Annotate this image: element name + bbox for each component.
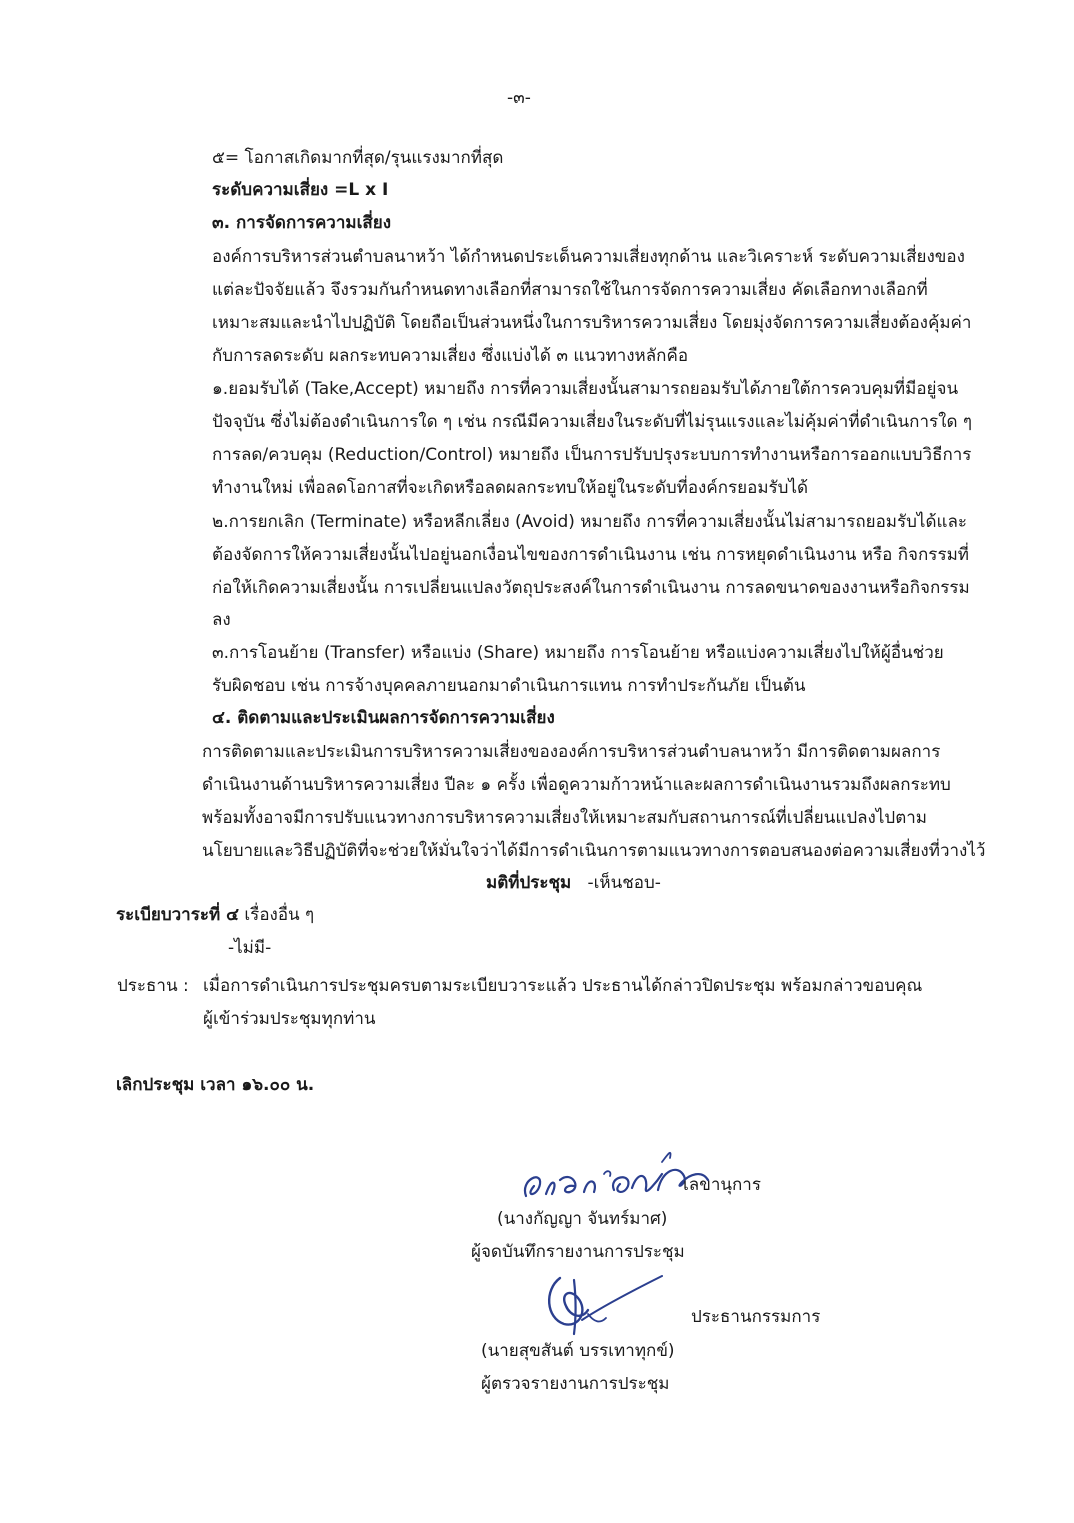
- section3-line: ปัจจุบัน ซึ่งไม่ต้องดำเนินการใด ๆ เช่น กรณีมีความเสี่ยงในระดับที่ไม่รุนแรงและไม่คุ้มค่าที่ดำเนินการใด ๆ: [212, 412, 973, 432]
- chairman-committee-role: ประธานกรรมการ: [691, 1307, 821, 1327]
- section3-line: ต้องจัดการให้ความเสี่ยงนั้นไปอยู่นอกเงื่อนไขของการดำเนินงาน เช่น การหยุดดำเนินงาน หรือ กิจกรรมที่: [212, 545, 969, 565]
- closing-time: เลิกประชุม เวลา ๑๖.๐๐ น.: [116, 1075, 315, 1095]
- section4-line: นโยบายและวิธีปฏิบัติที่จะช่วยให้มั่นใจว่าได้มีการดำเนินการตามแนวทางการตอบสนองต่อความเสี่ยงที่วางไว้: [202, 841, 986, 861]
- section3-line: กับการลดระดับ ผลกระทบความเสี่ยง ซึ่งแบ่งได้ ๓ แนวทางหลักคือ: [212, 346, 689, 366]
- agenda4-title-rest: เรื่องอื่น ๆ: [238, 905, 315, 925]
- section3-line: องค์การบริหารส่วนตำบลนาหว้า ได้กำหนดประเด็นความเสี่ยงทุกด้าน และวิเคราะห์ ระดับความเสี่ยงของ: [212, 247, 965, 267]
- secretary-position: ผู้จดบันทึกรายงานการประชุม: [471, 1242, 685, 1262]
- section3-line: ๒.การยกเลิก (Terminate) หรือหลีกเลี่ยง (Avoid) หมายถึง การที่ความเสี่ยงนั้นไม่สามารถยอมรับได้และ: [212, 512, 968, 532]
- chairman-committee-name: (นายสุขสันต์ บรรเทาทุกข์): [481, 1341, 675, 1361]
- section4-line: พร้อมทั้งอาจมีการปรับแนวทางการบริหารความเสี่ยงให้เหมาะสมกับสถานการณ์ที่เปลี่ยนแปลงไปตาม: [202, 808, 927, 828]
- section3-line: แต่ละปัจจัยแล้ว จึงรวมกันกำหนดทางเลือกที่สามารถใช้ในการจัดการความเสี่ยง คัดเลือกทางเลือกที่: [212, 280, 928, 300]
- section3-line: ทำงานใหม่ เพื่อลดโอกาสที่จะเกิดหรือลดผลกระทบให้อยู่ในระดับที่องค์กรยอมรับได้: [212, 478, 809, 498]
- chairman-line: ผู้เข้าร่วมประชุมทุกท่าน: [203, 1009, 376, 1029]
- section3-line: เหมาะสมและนำไปปฏิบัติ โดยถือเป็นส่วนหนึ่งในการบริหารความเสี่ยง โดยมุ่งจัดการความเสี่ยงต้องคุ้มค่า: [212, 313, 972, 333]
- chairman-line: เมื่อการดำเนินการประชุมครบตามระเบียบวาระแล้ว ประธานได้กล่าวปิดประชุม พร้อมกล่าวขอบคุณ: [203, 976, 923, 996]
- secretary-role: เลขานุการ: [683, 1175, 761, 1195]
- section3-line: ก่อให้เกิดความเสี่ยงนั้น การเปลี่ยนแปลงวัตถุประสงค์ในการดำเนินงาน การลดขนาดของงานหรือกิจกรรม: [212, 578, 970, 598]
- section4-line: การติดตามและประเมินการบริหารความเสี่ยงขององค์การบริหารส่วนตำบลนาหว้า มีการติดตามผลการ: [202, 742, 941, 762]
- section3-line: ลง: [212, 610, 231, 630]
- agenda4-title-bold: ระเบียบวาระที่ ๔: [116, 905, 239, 925]
- section3-line: ๓.การโอนย้าย (Transfer) หรือแบ่ง (Share) หมายถึง การโอนย้าย หรือแบ่งความเสี่ยงไปให้ผู้อื่นช่วย: [212, 643, 944, 663]
- resolution-value: -เห็นชอบ-: [587, 873, 661, 893]
- risk-level-formula: ระดับความเสี่ยง =L x I: [212, 180, 389, 200]
- agenda4-title: [116, 903, 314, 927]
- section4-heading: ๔. ติดตามและประเมินผลการจัดการความเสี่ยง: [212, 708, 555, 728]
- agenda4-none: -ไม่มี-: [228, 938, 272, 958]
- risk-scale-line: ๕= โอกาสเกิดมากที่สุด/รุนแรงมากที่สุด: [212, 148, 504, 168]
- section3-line: รับผิดชอบ เช่น การจ้างบุคคลภายนอกมาดำเนินการแทน การทำประกันภัย เป็นต้น: [212, 676, 806, 696]
- chairman-label: ประธาน :: [117, 976, 189, 996]
- page-number: -๓-: [507, 88, 531, 108]
- section3-line: ๑.ยอมรับได้ (Take,Accept) หมายถึง การที่ความเสี่ยงนั้นสามารถยอมรับได้ภายใต้การควบคุมที่มีอยู่จน: [212, 379, 959, 399]
- resolution-line: [486, 871, 661, 895]
- section3-line: การลด/ควบคุม (Reduction/Control) หมายถึง เป็นการปรับปรุงระบบการทำงานหรือการออกแบบวิธีการ: [212, 445, 972, 465]
- section4-line: ดำเนินงานด้านบริหารความเสี่ยง ปีละ ๑ ครั้ง เพื่อดูความก้าวหน้าและผลการดำเนินงานรวมถึงผลกระทบ: [202, 775, 951, 795]
- resolution-label: มติที่ประชุม: [486, 873, 572, 893]
- section3-heading: ๓. การจัดการความเสี่ยง: [212, 213, 392, 233]
- chairman-committee-position: ผู้ตรวจรายงานการประชุม: [481, 1374, 670, 1394]
- secretary-name: (นางกัญญา จันทร์มาศ): [497, 1209, 668, 1229]
